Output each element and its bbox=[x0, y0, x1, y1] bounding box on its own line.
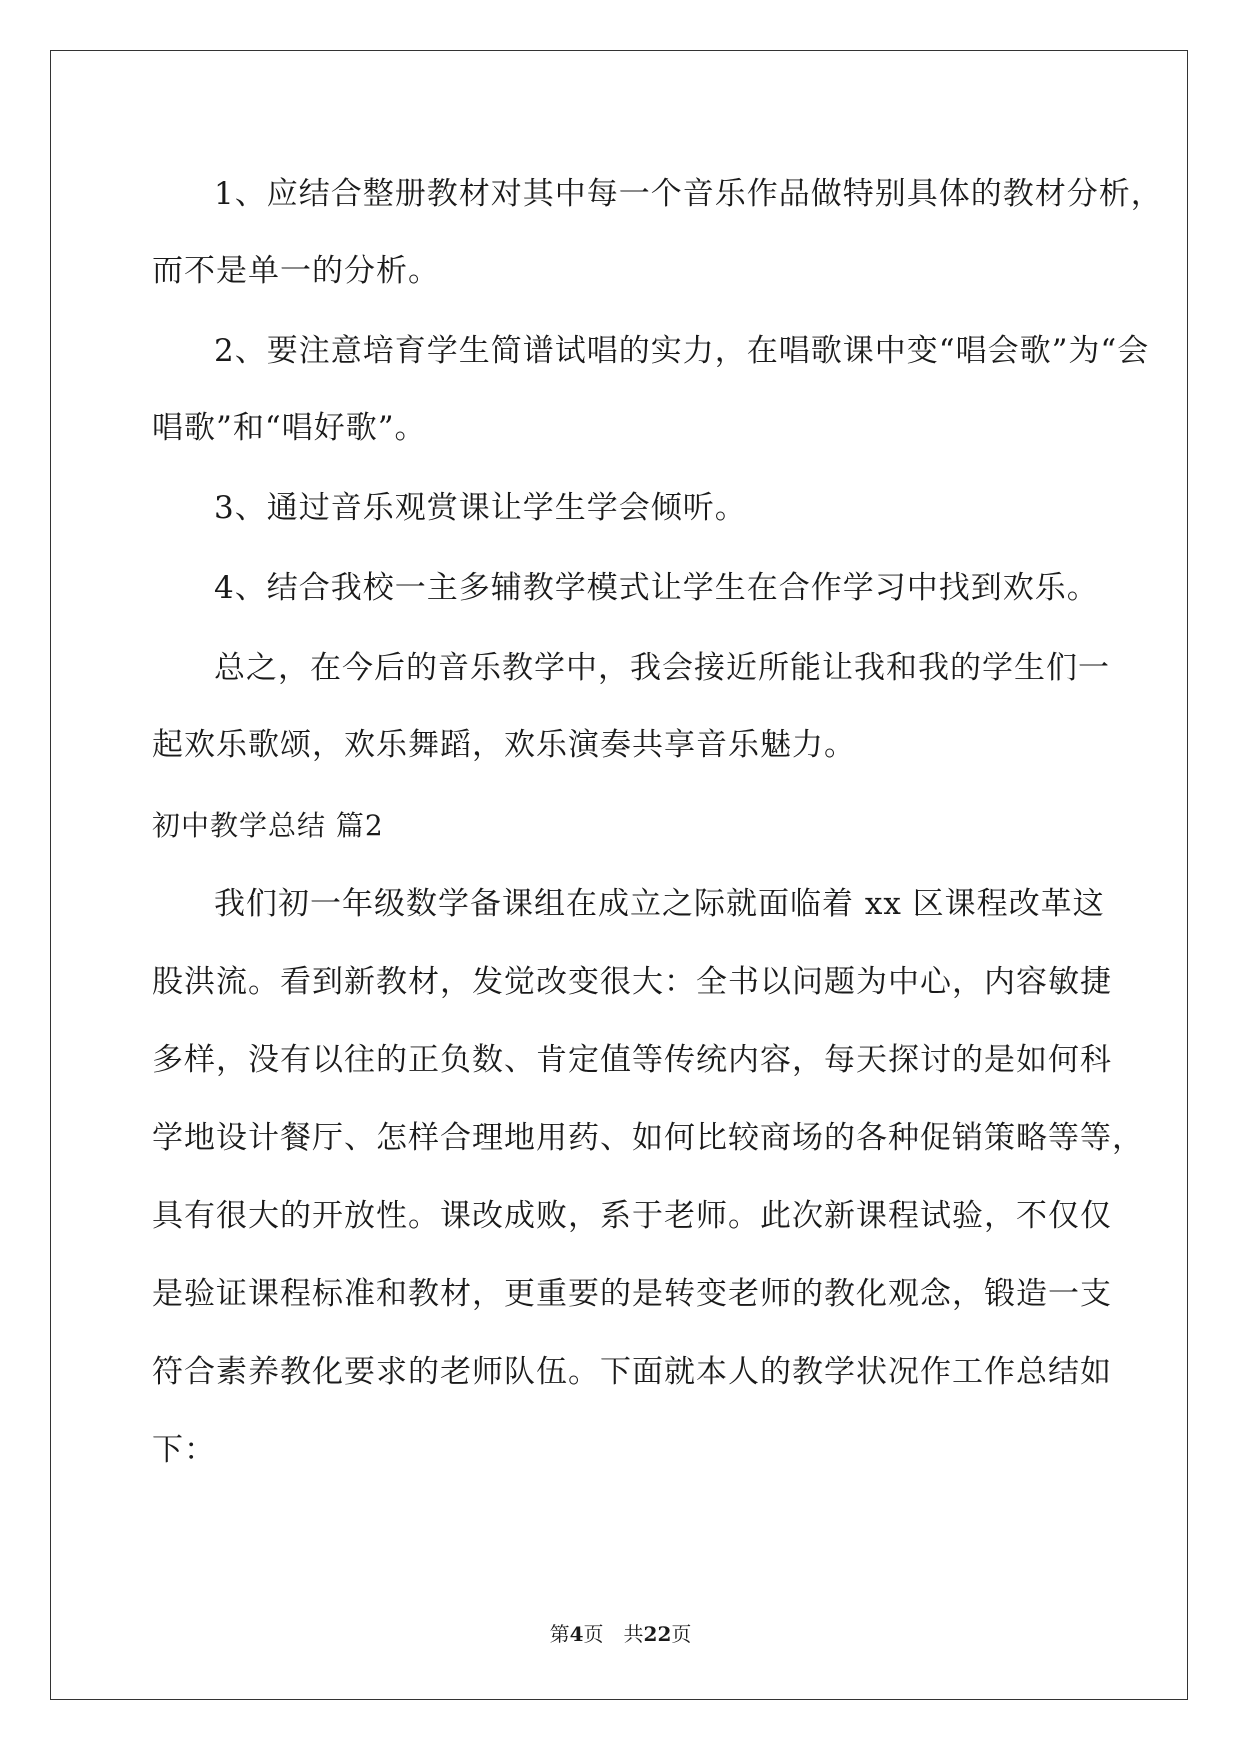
paragraph-line: 唱歌”和“唱好歌”。 bbox=[152, 410, 427, 446]
page-footer bbox=[0, 1622, 1241, 1646]
footer-total-pages: 22 bbox=[643, 1622, 672, 1646]
paragraph-line: 而不是单一的分析。 bbox=[152, 253, 440, 289]
section-heading: 初中教学总结 篇2 bbox=[152, 809, 384, 842]
paragraph-line: 4、结合我校一主多辅教学模式让学生在合作学习中找到欢乐。 bbox=[214, 570, 1099, 606]
paragraph-line: 股洪流。看到新教材，发觉改变很大：全书以问题为中心，内容敏捷 bbox=[152, 964, 1112, 1000]
paragraph-line: 具有很大的开放性。课改成败，系于老师。此次新课程试验，不仅仅 bbox=[152, 1198, 1112, 1234]
paragraph-line: 多样，没有以往的正负数、肯定值等传统内容，每天探讨的是如何科 bbox=[152, 1042, 1112, 1078]
footer-page-number: 4 bbox=[569, 1622, 584, 1646]
footer-page-mid: 页 共 bbox=[583, 1622, 644, 1646]
paragraph-line: 是验证课程标准和教材，更重要的是转变老师的教化观念，锻造一支 bbox=[152, 1276, 1112, 1312]
paragraph-line: 2、要注意培育学生简谱试唱的实力，在唱歌课中变“唱会歌”为“会 bbox=[214, 333, 1150, 369]
paragraph-line: 学地设计餐厅、怎样合理地用药、如何比较商场的各种促销策略等等， bbox=[152, 1120, 1144, 1156]
paragraph-line: 3、通过音乐观赏课让学生学会倾听。 bbox=[214, 490, 747, 526]
paragraph-line: 符合素养教化要求的老师队伍。下面就本人的教学状况作工作总结如 bbox=[152, 1354, 1112, 1390]
paragraph-line: 下： bbox=[152, 1432, 216, 1468]
footer-page-suffix: 页 bbox=[671, 1622, 692, 1646]
paragraph-line: 总之，在今后的音乐教学中，我会接近所能让我和我的学生们一 bbox=[214, 650, 1110, 686]
paragraph-line: 1、应结合整册教材对其中每一个音乐作品做特别具体的教材分析， bbox=[214, 176, 1163, 212]
paragraph-line: 起欢乐歌颂，欢乐舞蹈，欢乐演奏共享音乐魅力。 bbox=[152, 727, 856, 763]
page-border bbox=[50, 50, 1188, 1700]
footer-page-prefix: 第 bbox=[549, 1622, 570, 1646]
paragraph-line: 我们初一年级数学备课组在成立之际就面临着 xx 区课程改革这 bbox=[214, 886, 1105, 922]
